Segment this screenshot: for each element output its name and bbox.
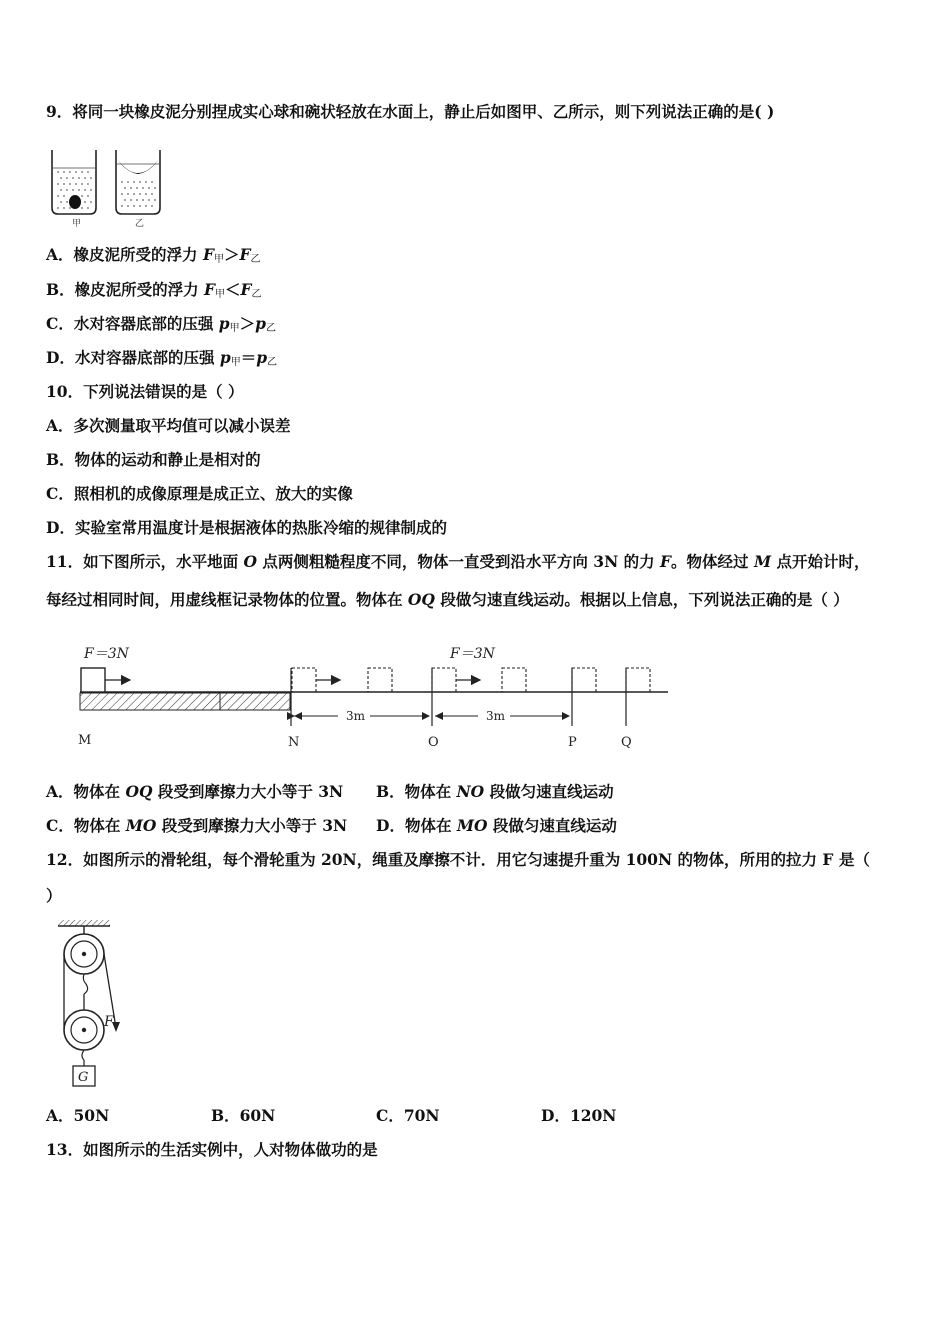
q10-option-b[interactable]: B．物体的运动和静止是相对的 bbox=[46, 450, 261, 469]
q12-stem-line1: 12．如图所示的滑轮组，每个滑轮重为 20N，绳重及摩擦不计．用它匀速提升重为 100N 的物体，所用的拉力 F 是（ bbox=[46, 850, 870, 869]
q12-pulley-figure bbox=[54, 918, 134, 1090]
q10-option-c[interactable]: C．照相机的成像原理是成正立、放大的实像 bbox=[46, 484, 353, 503]
q11-option-c[interactable]: C．物体在 MO 段受到摩擦力大小等于 3N bbox=[46, 816, 348, 835]
q12-option-d[interactable]: D．120N bbox=[541, 1106, 617, 1125]
q11-option-b[interactable]: B．物体在 NO 段做匀速直线运动 bbox=[376, 782, 614, 801]
ceiling bbox=[58, 920, 110, 926]
q10-option-d[interactable]: D．实验室常用温度计是根据液体的热胀冷缩的规律制成的 bbox=[46, 518, 447, 537]
q11-stem-line1: 11．如下图所示，水平地面 O 点两侧粗糙程度不同，物体一直受到沿水平方向 3N 的力 F。物体经过 M 点开始计时， bbox=[46, 552, 870, 571]
fixed-pulley bbox=[64, 934, 104, 974]
force-label-1: F＝3N bbox=[84, 646, 129, 662]
q11-stem-line2: 每经过相同时间，用虚线框记录物体的位置。物体在 OQ 段做匀速直线运动。根据以上信息，下列说法正确的是（ ） bbox=[46, 590, 849, 609]
weight-g-label: G bbox=[78, 1070, 89, 1085]
beaker-yi bbox=[116, 150, 160, 214]
dashed-box-n bbox=[292, 668, 316, 692]
dashed-box-2 bbox=[368, 668, 392, 692]
point-m: M bbox=[78, 733, 92, 748]
label-jia: 甲 bbox=[72, 219, 82, 228]
q9-option-d[interactable]: D．水对容器底部的压强 $p_甲=p_乙$ bbox=[46, 348, 278, 368]
dashed-box-p bbox=[572, 668, 596, 692]
q12-option-c[interactable]: C．70N bbox=[376, 1106, 440, 1125]
q11-option-d[interactable]: D．物体在 MO 段做匀速直线运动 bbox=[376, 816, 617, 835]
point-p: P bbox=[568, 735, 577, 750]
q9-option-a[interactable]: A．橡皮泥所受的浮力 $F_甲>F_乙$ bbox=[46, 245, 261, 265]
q11-option-a[interactable]: A．物体在 OQ 段受到摩擦力大小等于 3N bbox=[46, 782, 344, 801]
movable-pulley bbox=[64, 1010, 104, 1050]
dashed-box-4 bbox=[502, 668, 526, 692]
q12-option-b[interactable]: B．60N bbox=[211, 1106, 276, 1125]
q9-option-c[interactable]: C．水对容器底部的压强 $p_甲>p_乙$ bbox=[46, 314, 276, 334]
beaker-jia bbox=[52, 150, 96, 214]
q12-stem-line2: ） bbox=[46, 886, 62, 905]
force-f-label: F bbox=[104, 1014, 114, 1030]
distance-label-2: 3m bbox=[486, 709, 506, 723]
q9-stem: 9．将同一块橡皮泥分别捏成实心球和碗状轻放在水面上，静止后如图甲、乙所示，则下列说法正确的是( ) bbox=[46, 102, 775, 121]
q13-stem: 13．如图所示的生活实例中，人对物体做功的是 bbox=[46, 1140, 378, 1159]
distance-label-1: 3m bbox=[346, 709, 366, 723]
q12-option-a[interactable]: A．50N bbox=[46, 1106, 110, 1125]
rough-surface bbox=[80, 693, 290, 710]
point-n: N bbox=[288, 735, 300, 750]
label-yi: 乙 bbox=[135, 219, 145, 228]
dashed-box-o bbox=[432, 668, 456, 692]
q10-option-a[interactable]: A．多次测量取平均值可以减小误差 bbox=[46, 416, 291, 435]
q10-stem: 10．下列说法错误的是（ ） bbox=[46, 382, 244, 401]
q9-figure bbox=[46, 146, 186, 228]
point-o: O bbox=[428, 735, 439, 750]
q11-figure bbox=[70, 638, 680, 756]
block-m bbox=[81, 668, 105, 692]
force-label-2: F＝3N bbox=[450, 646, 495, 662]
dashed-box-q bbox=[626, 668, 650, 692]
q9-option-b[interactable]: B．橡皮泥所受的浮力 $F_甲<F_乙$ bbox=[46, 280, 262, 300]
point-q: Q bbox=[621, 735, 632, 750]
